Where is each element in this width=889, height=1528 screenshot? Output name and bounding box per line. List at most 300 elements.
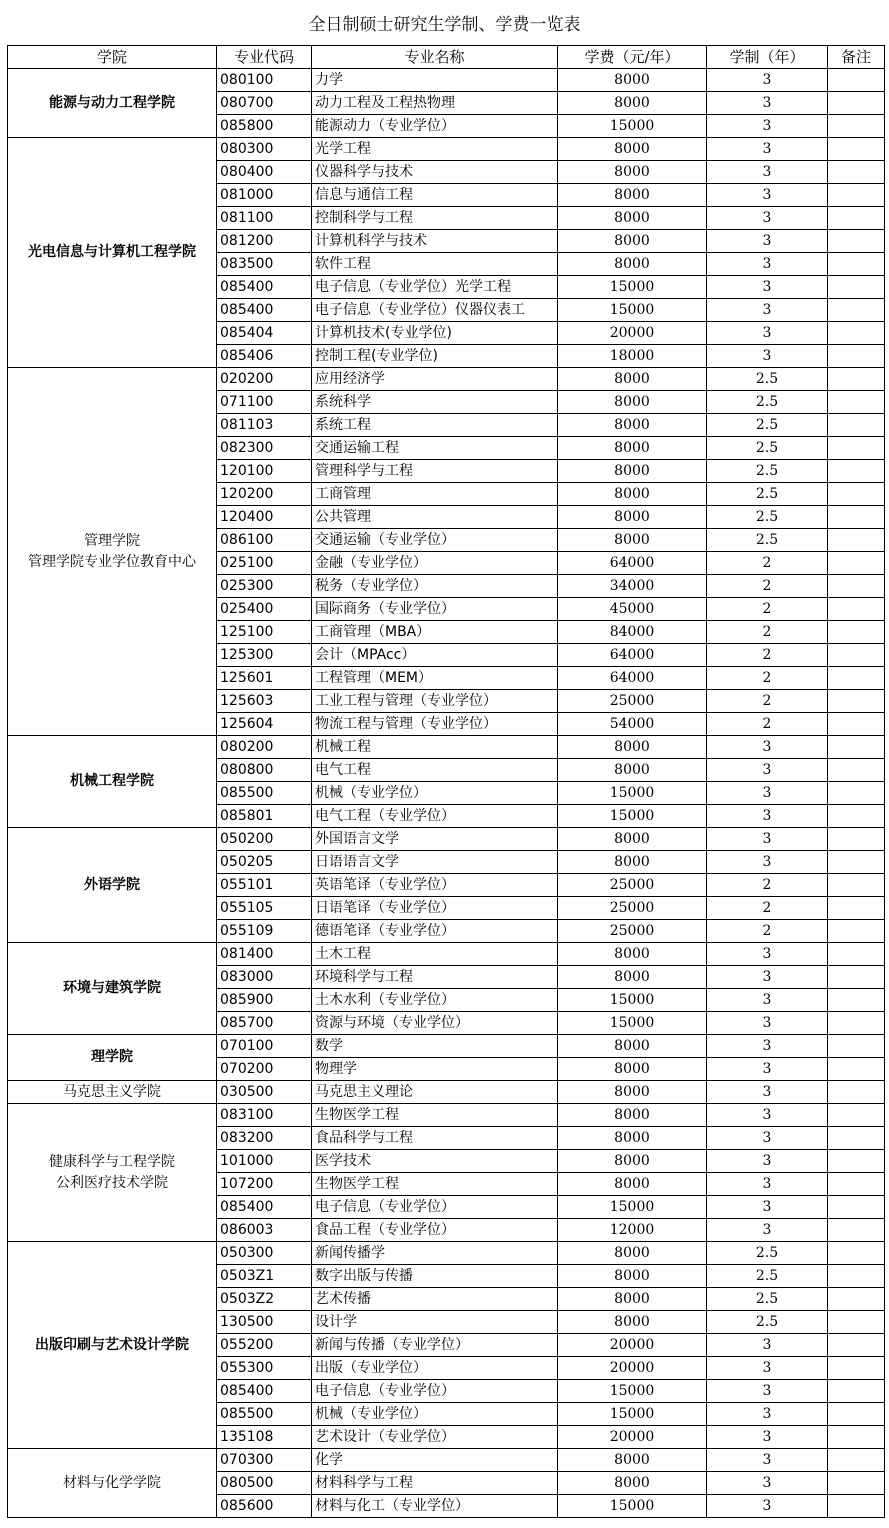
major-code-cell: 050200: [217, 828, 312, 851]
major-name-cell: 工商管理: [312, 483, 558, 506]
major-name-cell: 电子信息（专业学位）: [312, 1196, 558, 1219]
remarks-cell: [828, 1426, 885, 1449]
major-name-cell: 物理学: [312, 1058, 558, 1081]
fee-cell: 64000: [558, 644, 707, 667]
remarks-cell: [828, 345, 885, 368]
major-code-cell: 085404: [217, 322, 312, 345]
remarks-cell: [828, 1173, 885, 1196]
major-name-cell: 计算机技术(专业学位): [312, 322, 558, 345]
duration-cell: 2.5: [707, 414, 828, 437]
college-name: 健康科学与工程学院: [49, 1153, 175, 1170]
fee-cell: 54000: [558, 713, 707, 736]
major-code-cell: 083200: [217, 1127, 312, 1150]
fee-cell: 15000: [558, 1012, 707, 1035]
major-code-cell: 0503Z2: [217, 1288, 312, 1311]
major-name-cell: 新闻传播学: [312, 1242, 558, 1265]
duration-cell: 3: [707, 1403, 828, 1426]
remarks-cell: [828, 1242, 885, 1265]
duration-cell: 2.5: [707, 368, 828, 391]
major-code-cell: 085600: [217, 1495, 312, 1518]
fee-cell: 8000: [558, 253, 707, 276]
table-row: [8, 138, 885, 161]
fee-cell: 15000: [558, 805, 707, 828]
college-cell: [8, 138, 217, 368]
major-name-cell: 应用经济学: [312, 368, 558, 391]
major-code-cell: 085801: [217, 805, 312, 828]
duration-cell: 3: [707, 828, 828, 851]
remarks-cell: [828, 1380, 885, 1403]
major-name-cell: 化学: [312, 1449, 558, 1472]
fee-cell: 18000: [558, 345, 707, 368]
major-code-cell: 050300: [217, 1242, 312, 1265]
fee-cell: 8000: [558, 529, 707, 552]
header-remarks: 备注: [828, 46, 885, 69]
remarks-cell: [828, 276, 885, 299]
remarks-cell: [828, 690, 885, 713]
duration-cell: 2.5: [707, 506, 828, 529]
major-name-cell: 电子信息（专业学位）光学工程: [312, 276, 558, 299]
major-name-cell: 光学工程: [312, 138, 558, 161]
remarks-cell: [828, 207, 885, 230]
duration-cell: 3: [707, 161, 828, 184]
major-code-cell: 080200: [217, 736, 312, 759]
fee-cell: 20000: [558, 1334, 707, 1357]
major-name-cell: 税务（专业学位）: [312, 575, 558, 598]
major-name-cell: 工程管理（MEM）: [312, 667, 558, 690]
table-body: [8, 69, 885, 1518]
major-code-cell: 070100: [217, 1035, 312, 1058]
duration-cell: 3: [707, 1173, 828, 1196]
college-name: 理学院: [91, 1049, 133, 1065]
major-code-cell: 070300: [217, 1449, 312, 1472]
major-name-cell: 物流工程与管理（专业学位）: [312, 713, 558, 736]
major-name-cell: 系统科学: [312, 391, 558, 414]
major-code-cell: 025100: [217, 552, 312, 575]
duration-cell: 2.5: [707, 437, 828, 460]
fee-cell: 8000: [558, 161, 707, 184]
remarks-cell: [828, 1495, 885, 1518]
duration-cell: 3: [707, 1081, 828, 1104]
header-college: 学院: [8, 46, 217, 69]
remarks-cell: [828, 598, 885, 621]
duration-cell: 2: [707, 920, 828, 943]
major-code-cell: 083500: [217, 253, 312, 276]
table-row: [8, 1081, 885, 1104]
remarks-cell: [828, 437, 885, 460]
fee-cell: 15000: [558, 1495, 707, 1518]
major-name-cell: 电气工程（专业学位）: [312, 805, 558, 828]
fee-cell: 8000: [558, 1150, 707, 1173]
remarks-cell: [828, 460, 885, 483]
major-code-cell: 055101: [217, 874, 312, 897]
major-code-cell: 055109: [217, 920, 312, 943]
duration-cell: 2: [707, 874, 828, 897]
duration-cell: 3: [707, 138, 828, 161]
remarks-cell: [828, 1081, 885, 1104]
fee-cell: 45000: [558, 598, 707, 621]
major-name-cell: 控制工程(专业学位): [312, 345, 558, 368]
major-name-cell: 资源与环境（专业学位）: [312, 1012, 558, 1035]
fee-cell: 8000: [558, 1058, 707, 1081]
fee-cell: 8000: [558, 1265, 707, 1288]
major-name-cell: 电子信息（专业学位）仪器仪表工: [312, 299, 558, 322]
major-code-cell: 025400: [217, 598, 312, 621]
major-name-cell: 日语笔译（专业学位）: [312, 897, 558, 920]
duration-cell: 2.5: [707, 460, 828, 483]
fee-table: [7, 45, 885, 1518]
table-row: [8, 736, 885, 759]
major-code-cell: 050205: [217, 851, 312, 874]
major-name-cell: 数字出版与传播: [312, 1265, 558, 1288]
remarks-cell: [828, 529, 885, 552]
major-code-cell: 125603: [217, 690, 312, 713]
major-code-cell: 120400: [217, 506, 312, 529]
remarks-cell: [828, 989, 885, 1012]
fee-cell: 8000: [558, 230, 707, 253]
major-code-cell: 120200: [217, 483, 312, 506]
major-name-cell: 软件工程: [312, 253, 558, 276]
fee-cell: 8000: [558, 736, 707, 759]
duration-cell: 3: [707, 1334, 828, 1357]
duration-cell: 3: [707, 782, 828, 805]
duration-cell: 3: [707, 253, 828, 276]
duration-cell: 3: [707, 1127, 828, 1150]
fee-cell: 8000: [558, 1173, 707, 1196]
fee-cell: 84000: [558, 621, 707, 644]
duration-cell: 2.5: [707, 483, 828, 506]
college-name: 公利医疗技术学院: [56, 1174, 168, 1191]
major-name-cell: 力学: [312, 69, 558, 92]
college-cell: [8, 1035, 217, 1081]
fee-cell: 12000: [558, 1219, 707, 1242]
remarks-cell: [828, 1035, 885, 1058]
major-name-cell: 数学: [312, 1035, 558, 1058]
major-name-cell: 德语笔译（专业学位）: [312, 920, 558, 943]
major-code-cell: 085400: [217, 276, 312, 299]
major-name-cell: 金融（专业学位）: [312, 552, 558, 575]
fee-cell: 8000: [558, 966, 707, 989]
fee-cell: 8000: [558, 1035, 707, 1058]
college-name: 材料与化学学院: [63, 1474, 161, 1491]
major-code-cell: 025300: [217, 575, 312, 598]
fee-cell: 15000: [558, 1403, 707, 1426]
college-name: 管理学院: [84, 532, 140, 549]
duration-cell: 2: [707, 552, 828, 575]
fee-cell: 15000: [558, 989, 707, 1012]
major-code-cell: 080100: [217, 69, 312, 92]
duration-cell: 2: [707, 575, 828, 598]
major-code-cell: 030500: [217, 1081, 312, 1104]
major-code-cell: 083100: [217, 1104, 312, 1127]
fee-cell: 20000: [558, 322, 707, 345]
remarks-cell: [828, 115, 885, 138]
college-cell: [8, 1449, 217, 1518]
fee-cell: 15000: [558, 1380, 707, 1403]
remarks-cell: [828, 322, 885, 345]
remarks-cell: [828, 575, 885, 598]
table-row: [8, 1449, 885, 1472]
fee-cell: 15000: [558, 299, 707, 322]
major-code-cell: 120100: [217, 460, 312, 483]
remarks-cell: [828, 230, 885, 253]
major-code-cell: 055105: [217, 897, 312, 920]
major-code-cell: 020200: [217, 368, 312, 391]
major-code-cell: 125604: [217, 713, 312, 736]
major-name-cell: 食品工程（专业学位）: [312, 1219, 558, 1242]
major-name-cell: 日语语言文学: [312, 851, 558, 874]
remarks-cell: [828, 506, 885, 529]
major-name-cell: 外国语言文学: [312, 828, 558, 851]
remarks-cell: [828, 782, 885, 805]
fee-cell: 15000: [558, 1196, 707, 1219]
major-code-cell: 0503Z1: [217, 1265, 312, 1288]
major-name-cell: 出版（专业学位）: [312, 1357, 558, 1380]
major-name-cell: 会计（MPAcc）: [312, 644, 558, 667]
major-name-cell: 机械工程: [312, 736, 558, 759]
duration-cell: 2.5: [707, 529, 828, 552]
major-name-cell: 艺术设计（专业学位）: [312, 1426, 558, 1449]
remarks-cell: [828, 828, 885, 851]
remarks-cell: [828, 1058, 885, 1081]
remarks-cell: [828, 1311, 885, 1334]
remarks-cell: [828, 161, 885, 184]
fee-cell: 8000: [558, 759, 707, 782]
major-name-cell: 系统工程: [312, 414, 558, 437]
duration-cell: 2: [707, 621, 828, 644]
remarks-cell: [828, 966, 885, 989]
major-code-cell: 085800: [217, 115, 312, 138]
fee-cell: 8000: [558, 437, 707, 460]
remarks-cell: [828, 414, 885, 437]
fee-cell: 8000: [558, 414, 707, 437]
college-name: 出版印刷与艺术设计学院: [35, 1336, 189, 1353]
duration-cell: 3: [707, 1012, 828, 1035]
duration-cell: 3: [707, 1472, 828, 1495]
major-code-cell: 125100: [217, 621, 312, 644]
major-name-cell: 生物医学工程: [312, 1173, 558, 1196]
remarks-cell: [828, 736, 885, 759]
header-fee: 学费（元/年）: [558, 46, 707, 69]
major-code-cell: 080400: [217, 161, 312, 184]
remarks-cell: [828, 1219, 885, 1242]
major-code-cell: 055300: [217, 1357, 312, 1380]
duration-cell: 3: [707, 207, 828, 230]
remarks-cell: [828, 253, 885, 276]
major-code-cell: 085500: [217, 1403, 312, 1426]
major-name-cell: 电气工程: [312, 759, 558, 782]
college-name: 外语学院: [84, 876, 140, 893]
college-name: 管理学院专业学位教育中心: [28, 553, 196, 570]
fee-cell: 8000: [558, 506, 707, 529]
remarks-cell: [828, 1127, 885, 1150]
duration-cell: 3: [707, 92, 828, 115]
major-name-cell: 信息与通信工程: [312, 184, 558, 207]
duration-cell: 3: [707, 299, 828, 322]
remarks-cell: [828, 184, 885, 207]
fee-cell: 8000: [558, 391, 707, 414]
major-code-cell: 107200: [217, 1173, 312, 1196]
header-code: 专业代码: [217, 46, 312, 69]
major-name-cell: 计算机科学与技术: [312, 230, 558, 253]
major-name-cell: 土木工程: [312, 943, 558, 966]
college-name: 能源与动力工程学院: [49, 94, 175, 111]
remarks-cell: [828, 943, 885, 966]
duration-cell: 3: [707, 989, 828, 1012]
major-code-cell: 086003: [217, 1219, 312, 1242]
major-code-cell: 070200: [217, 1058, 312, 1081]
major-code-cell: 085700: [217, 1012, 312, 1035]
duration-cell: 3: [707, 1104, 828, 1127]
fee-cell: 8000: [558, 69, 707, 92]
remarks-cell: [828, 1357, 885, 1380]
major-code-cell: 083000: [217, 966, 312, 989]
remarks-cell: [828, 138, 885, 161]
fee-cell: 8000: [558, 368, 707, 391]
major-name-cell: 管理科学与工程: [312, 460, 558, 483]
major-code-cell: 130500: [217, 1311, 312, 1334]
page-title: 全日制硕士研究生学制、学费一览表: [308, 15, 581, 35]
major-name-cell: 设计学: [312, 1311, 558, 1334]
fee-cell: 25000: [558, 874, 707, 897]
duration-cell: 3: [707, 69, 828, 92]
fee-cell: 8000: [558, 483, 707, 506]
duration-cell: 3: [707, 276, 828, 299]
major-code-cell: 085400: [217, 299, 312, 322]
major-name-cell: 公共管理: [312, 506, 558, 529]
college-cell: [8, 69, 217, 138]
fee-cell: 34000: [558, 575, 707, 598]
fee-cell: 8000: [558, 1288, 707, 1311]
fee-cell: 8000: [558, 138, 707, 161]
fee-cell: 20000: [558, 1426, 707, 1449]
major-name-cell: 仪器科学与技术: [312, 161, 558, 184]
remarks-cell: [828, 1265, 885, 1288]
duration-cell: 3: [707, 1035, 828, 1058]
remarks-cell: [828, 897, 885, 920]
major-code-cell: 086100: [217, 529, 312, 552]
duration-cell: 2: [707, 690, 828, 713]
college-name: 光电信息与计算机工程学院: [28, 244, 196, 260]
college-name: 马克思主义学院: [63, 1083, 161, 1100]
major-code-cell: 082300: [217, 437, 312, 460]
fee-cell: 8000: [558, 1127, 707, 1150]
major-name-cell: 马克思主义理论: [312, 1081, 558, 1104]
major-code-cell: 085400: [217, 1380, 312, 1403]
duration-cell: 2: [707, 598, 828, 621]
remarks-cell: [828, 1150, 885, 1173]
duration-cell: 3: [707, 966, 828, 989]
fee-cell: 8000: [558, 460, 707, 483]
remarks-cell: [828, 667, 885, 690]
duration-cell: 2: [707, 667, 828, 690]
college-name: 环境与建筑学院: [63, 980, 161, 996]
duration-cell: 3: [707, 345, 828, 368]
major-code-cell: 080700: [217, 92, 312, 115]
major-name-cell: 生物医学工程: [312, 1104, 558, 1127]
header-row: [8, 46, 885, 69]
duration-cell: 3: [707, 1150, 828, 1173]
duration-cell: 3: [707, 1357, 828, 1380]
table-row: [8, 1035, 885, 1058]
fee-cell: 8000: [558, 1449, 707, 1472]
duration-cell: 3: [707, 230, 828, 253]
fee-cell: 15000: [558, 115, 707, 138]
remarks-cell: [828, 1403, 885, 1426]
remarks-cell: [828, 1012, 885, 1035]
major-name-cell: 英语笔译（专业学位）: [312, 874, 558, 897]
fee-cell: 64000: [558, 552, 707, 575]
college-name: 机械工程学院: [70, 773, 154, 789]
major-name-cell: 材料与化工（专业学位）: [312, 1495, 558, 1518]
fee-cell: 15000: [558, 782, 707, 805]
major-name-cell: 能源动力（专业学位）: [312, 115, 558, 138]
duration-cell: 2.5: [707, 391, 828, 414]
fee-cell: 25000: [558, 897, 707, 920]
major-code-cell: 081103: [217, 414, 312, 437]
major-name-cell: 电子信息（专业学位）: [312, 1380, 558, 1403]
remarks-cell: [828, 920, 885, 943]
college-cell: [8, 736, 217, 828]
major-name-cell: 工业工程与管理（专业学位）: [312, 690, 558, 713]
fee-cell: 15000: [558, 276, 707, 299]
remarks-cell: [828, 69, 885, 92]
duration-cell: 3: [707, 1449, 828, 1472]
table-row: [8, 368, 885, 391]
remarks-cell: [828, 92, 885, 115]
remarks-cell: [828, 483, 885, 506]
fee-cell: 8000: [558, 1104, 707, 1127]
duration-cell: 2: [707, 644, 828, 667]
fee-cell: 8000: [558, 1081, 707, 1104]
table-row: [8, 1104, 885, 1127]
remarks-cell: [828, 391, 885, 414]
major-name-cell: 食品科学与工程: [312, 1127, 558, 1150]
remarks-cell: [828, 805, 885, 828]
duration-cell: 3: [707, 759, 828, 782]
major-name-cell: 国际商务（专业学位）: [312, 598, 558, 621]
fee-cell: 8000: [558, 1242, 707, 1265]
remarks-cell: [828, 1196, 885, 1219]
major-name-cell: 控制科学与工程: [312, 207, 558, 230]
remarks-cell: [828, 1104, 885, 1127]
duration-cell: 3: [707, 1219, 828, 1242]
remarks-cell: [828, 1334, 885, 1357]
remarks-cell: [828, 368, 885, 391]
major-name-cell: 艺术传播: [312, 1288, 558, 1311]
major-code-cell: 085900: [217, 989, 312, 1012]
header-major: 专业名称: [312, 46, 558, 69]
major-code-cell: 085500: [217, 782, 312, 805]
fee-cell: 8000: [558, 184, 707, 207]
duration-cell: 2: [707, 897, 828, 920]
remarks-cell: [828, 713, 885, 736]
major-name-cell: 材料科学与工程: [312, 1472, 558, 1495]
major-code-cell: 081200: [217, 230, 312, 253]
duration-cell: 2.5: [707, 1265, 828, 1288]
remarks-cell: [828, 1449, 885, 1472]
college-cell: [8, 943, 217, 1035]
major-code-cell: 085400: [217, 1196, 312, 1219]
major-name-cell: 环境科学与工程: [312, 966, 558, 989]
major-name-cell: 交通运输工程: [312, 437, 558, 460]
duration-cell: 2: [707, 713, 828, 736]
fee-cell: 8000: [558, 92, 707, 115]
remarks-cell: [828, 552, 885, 575]
duration-cell: 3: [707, 184, 828, 207]
table-row: [8, 69, 885, 92]
major-code-cell: 081000: [217, 184, 312, 207]
major-code-cell: 081400: [217, 943, 312, 966]
